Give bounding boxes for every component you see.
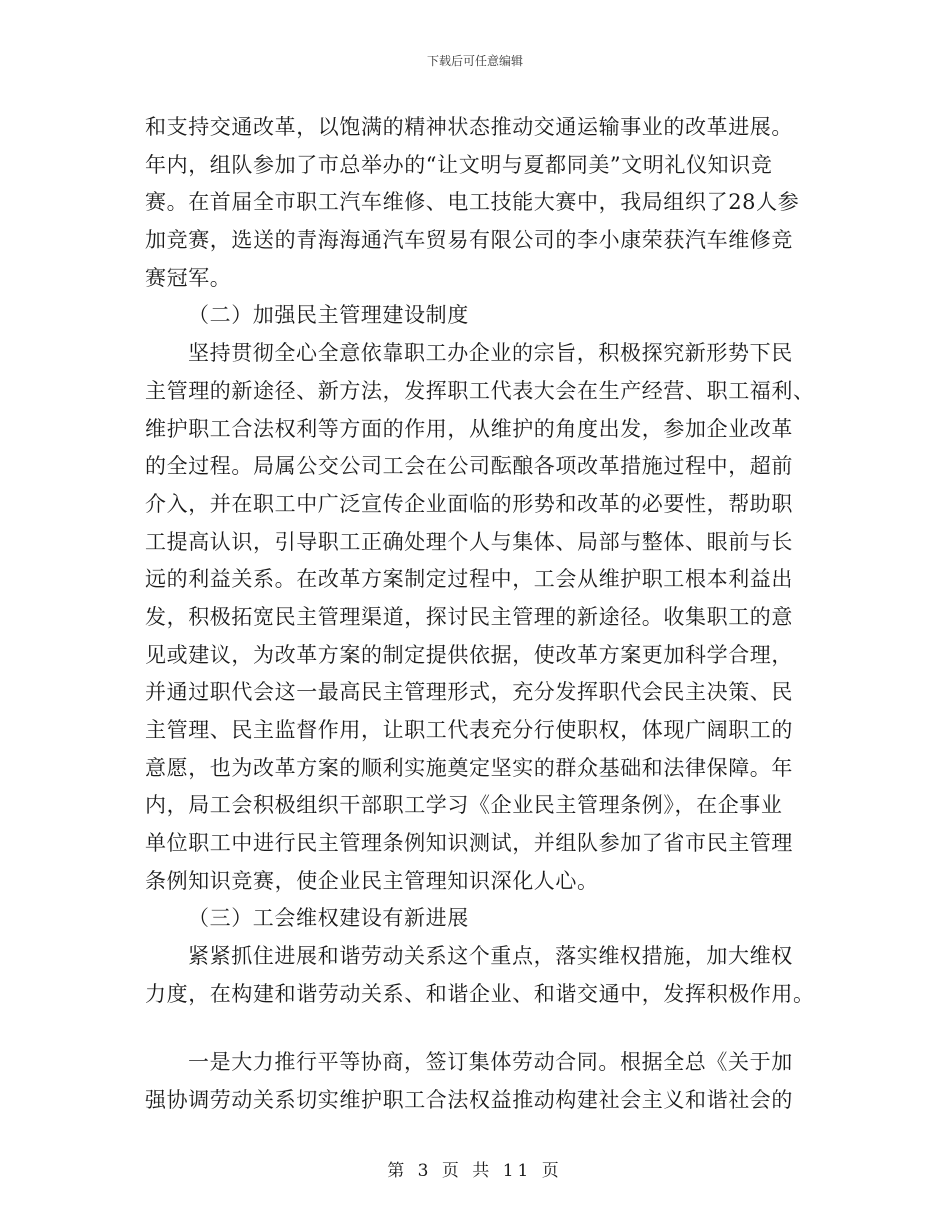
page-number-footer: 第 3 页 共 11 页: [387, 1161, 563, 1181]
paragraph-line: 赛。在首届全市职工汽车维修、电工技能大赛中，我局组织了28人参: [145, 190, 800, 214]
paragraph-line: 介入，并在职工中广泛宣传企业面临的形势和改革的必要性，帮助职: [145, 492, 793, 516]
section-heading-3: （三）工会维权建设有新进展: [188, 906, 469, 930]
paragraph-line: 坚持贯彻全心全意依靠职工办企业的宗旨，积极探究新形势下民: [188, 341, 793, 365]
paragraph-line: 并通过职代会这一最高民主管理形式，充分发挥职代会民主决策、民: [145, 680, 793, 704]
paragraph-line: 和支持交通改革，以饱满的精神状态推动交通运输事业的改革进展。: [145, 115, 793, 139]
paragraph-line: 工提高认识，引导职工正确处理个人与集体、局部与整体、眼前与长: [145, 530, 793, 554]
paragraph-line: 内，局工会积极组织干部职工学习《企业民主管理条例》，在企事业: [145, 793, 783, 817]
paragraph-line: 加竞赛，选送的青海海通汽车贸易有限公司的李小康荣获汽车维修竞: [145, 228, 793, 252]
paragraph-line: 发，积极拓宽民主管理渠道，探讨民主管理的新途径。收集职工的意: [145, 605, 793, 629]
paragraph-line: 主管理、民主监督作用，让职工代表充分行使职权，体现广阔职工的: [145, 718, 793, 742]
paragraph-line: 维护职工合法权利等方面的作用，从维护的角度出发，参加企业改革: [145, 417, 793, 441]
paragraph-line: 条例知识竞赛，使企业民主管理知识深化人心。: [145, 869, 599, 893]
paragraph-line: 力度，在构建和谐劳动关系、和谐企业、和谐交通中，发挥积极作用。: [145, 982, 815, 1006]
page-header-note: 下载后可任意编辑: [426, 54, 523, 68]
section-heading-2: （二）加强民主管理建设制度: [188, 303, 469, 327]
paragraph-line: 意愿，也为改革方案的顺利实施奠定坚实的群众基础和法律保障。年: [145, 756, 793, 780]
paragraph-line: 单位职工中进行民主管理条例知识测试，并组队参加了省市民主管理: [145, 831, 793, 855]
paragraph-line: 的全过程。局属公交公司工会在公司酝酿各项改革措施过程中，超前: [145, 454, 793, 478]
paragraph-line: 紧紧抓住进展和谐劳动关系这个重点，落实维权措施，加大维权: [188, 944, 793, 968]
paragraph-line: 主管理的新途径、新方法，发挥职工代表大会在生产经营、职工福利、: [145, 379, 815, 403]
paragraph-line: 年内，组队参加了市总举办的“让文明与夏都同美”文明礼仪知识竞: [145, 153, 773, 177]
paragraph-line: 远的利益关系。在改革方案制定过程中，工会从维护职工根本利益出: [145, 567, 793, 591]
paragraph-line: 赛冠军。: [145, 266, 232, 290]
paragraph-line: 强协调劳动关系切实维护职工合法权益推动构建社会主义和谐社会的: [145, 1088, 793, 1112]
paragraph-line: 见或建议，为改革方案的制定提供依据，使改革方案更加科学合理，: [145, 643, 793, 667]
paragraph-line: 一是大力推行平等协商，签订集体劳动合同。根据全总《关于加: [188, 1050, 793, 1074]
